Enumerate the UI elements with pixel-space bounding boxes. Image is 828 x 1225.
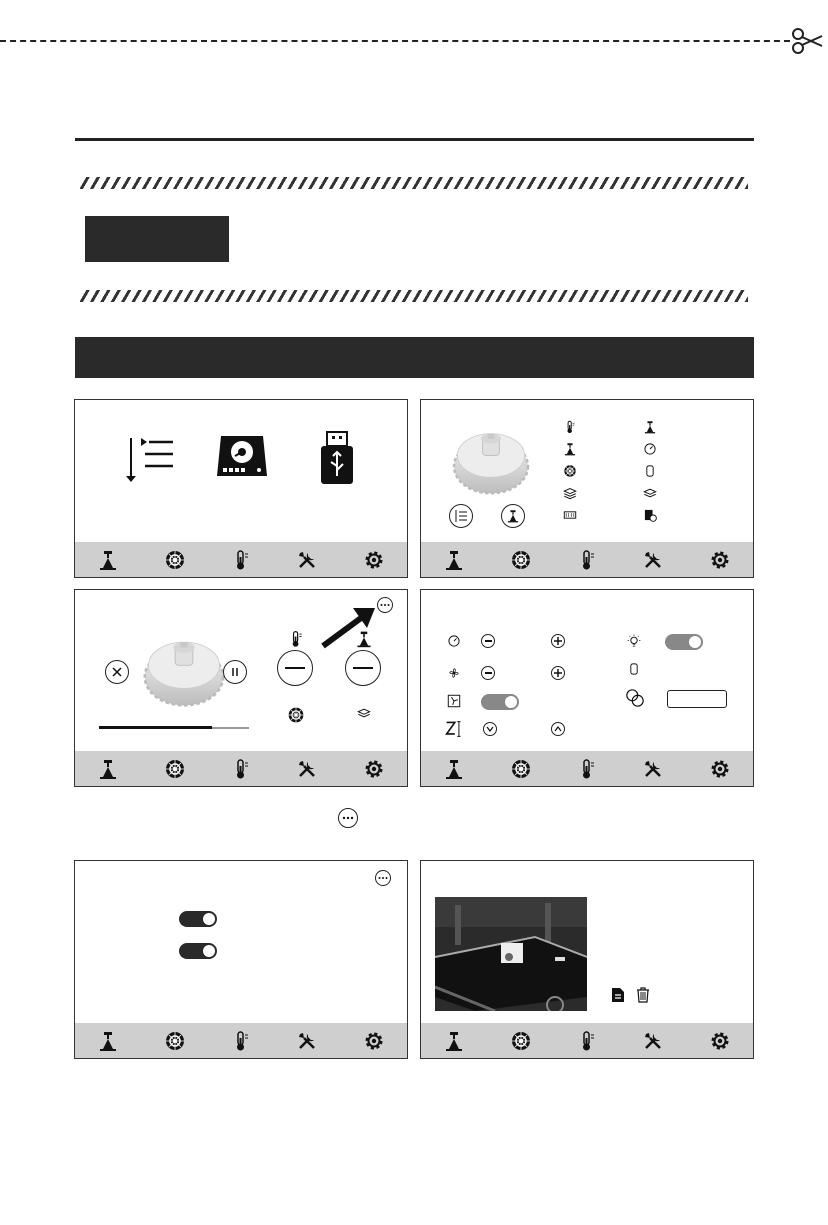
more-icon [380, 603, 390, 607]
local-storage-icon[interactable] [215, 432, 269, 484]
minus-icon [485, 672, 492, 674]
print-icon[interactable] [97, 549, 119, 571]
value-field[interactable] [667, 690, 727, 708]
top-rule [75, 138, 754, 141]
cut-line [0, 40, 790, 42]
flow-icon [627, 662, 641, 676]
size-icon [563, 508, 577, 522]
z-down-button[interactable] [483, 722, 497, 736]
temperature-icon[interactable] [576, 758, 598, 780]
fan-increase-button[interactable] [551, 666, 565, 680]
value-dash [285, 667, 305, 669]
minus-icon [485, 640, 492, 642]
tools-icon[interactable] [296, 1030, 318, 1052]
temperature-icon[interactable] [576, 1030, 598, 1052]
z-up-button[interactable] [551, 722, 565, 736]
toggle-1[interactable] [179, 911, 217, 927]
file-list-button[interactable] [449, 504, 473, 528]
aux-fan-toggle[interactable] [481, 694, 519, 710]
arrow-pointer [319, 604, 379, 650]
more-icon-inline [338, 808, 358, 828]
tools-icon[interactable] [296, 758, 318, 780]
filament-icon[interactable] [164, 1030, 186, 1052]
panel-adjust [420, 589, 754, 787]
fan-icon [447, 666, 461, 680]
more-icon [378, 876, 388, 880]
panel-more-settings [74, 860, 408, 1059]
toggle-2[interactable] [179, 943, 217, 959]
trash-icon[interactable] [635, 987, 651, 1003]
z-axis-icon [445, 720, 463, 738]
progress-fill [99, 726, 212, 729]
settings-icon[interactable] [363, 549, 385, 571]
settings-icon[interactable] [363, 758, 385, 780]
more-button[interactable] [375, 870, 391, 886]
speed-increase-button[interactable] [551, 634, 565, 648]
more-button[interactable] [377, 597, 393, 613]
cancel-print-button[interactable] [105, 660, 129, 684]
tools-icon[interactable] [642, 549, 664, 571]
bottom-nav [421, 542, 753, 577]
model-thumbnail [449, 420, 533, 496]
usb-drive-icon[interactable] [319, 430, 355, 486]
bottom-nav [421, 751, 753, 786]
hatch-divider [80, 290, 748, 302]
camera-photo [435, 897, 587, 1011]
print-icon[interactable] [443, 1030, 465, 1052]
bottom-nav [421, 1023, 753, 1058]
filament-icon [563, 464, 577, 478]
filament-icon[interactable] [164, 758, 186, 780]
print-icon[interactable] [443, 549, 465, 571]
tools-icon[interactable] [642, 1030, 664, 1052]
printer-bed-image [435, 897, 587, 1011]
scissors-icon [790, 24, 824, 58]
note-tag [85, 216, 229, 262]
print-icon [506, 509, 520, 523]
panel-printing [74, 589, 408, 787]
speed-icon [447, 634, 461, 648]
file-time-icon [643, 508, 657, 522]
filament-icon [287, 706, 305, 724]
fan-decrease-button[interactable] [481, 666, 495, 680]
layers-icon [357, 706, 371, 720]
layer-height-icon [643, 486, 657, 500]
tools-icon[interactable] [642, 758, 664, 780]
plus-icon [554, 669, 562, 677]
tools-icon[interactable] [296, 549, 318, 571]
nozzle-temp-icon [563, 420, 577, 434]
print-icon[interactable] [97, 758, 119, 780]
pause-print-button[interactable] [223, 660, 247, 684]
layers-icon [563, 486, 577, 500]
plus-icon [554, 637, 562, 645]
panel-print-source [74, 399, 408, 578]
speed-decrease-button[interactable] [481, 634, 495, 648]
bed-temp-button[interactable] [345, 650, 381, 686]
light-toggle[interactable] [665, 634, 703, 650]
bottom-nav [75, 542, 407, 577]
print-icon[interactable] [97, 1030, 119, 1052]
chevron-down-icon [486, 726, 494, 732]
value-dash [353, 667, 373, 669]
filament-icon[interactable] [164, 549, 186, 571]
progress-bar [99, 727, 249, 729]
print-time-icon [563, 442, 577, 456]
filament-icon[interactable] [510, 758, 532, 780]
settings-icon[interactable] [709, 758, 731, 780]
bottom-nav [75, 751, 407, 786]
nozzle-temp-button[interactable] [277, 650, 313, 686]
close-icon [111, 666, 123, 678]
panel-print-preview [420, 399, 754, 578]
nozzle-temp-icon [287, 630, 305, 648]
model-thumbnail [139, 628, 229, 708]
file-icon[interactable] [611, 987, 625, 1003]
settings-icon[interactable] [363, 1030, 385, 1052]
settings-icon[interactable] [709, 549, 731, 571]
hatch-divider [80, 177, 748, 189]
filament-icon[interactable] [510, 549, 532, 571]
pause-icon [229, 666, 241, 678]
temperature-icon[interactable] [576, 549, 598, 571]
bottom-nav [75, 1023, 407, 1058]
filament-icon[interactable] [510, 1030, 532, 1052]
light-icon [627, 634, 641, 648]
more-icon [342, 816, 354, 820]
start-print-button[interactable] [501, 504, 525, 528]
filament-change-icon [625, 688, 645, 708]
flow-icon [643, 464, 657, 478]
aux-fan-icon [447, 694, 461, 708]
settings-icon[interactable] [709, 1030, 731, 1052]
file-list-icon[interactable] [125, 434, 177, 486]
temperature-icon[interactable] [230, 549, 252, 571]
chevron-up-icon [554, 726, 562, 732]
temperature-icon[interactable] [230, 1030, 252, 1052]
speed-icon [643, 442, 657, 456]
print-icon[interactable] [443, 758, 465, 780]
bed-temp-icon [643, 420, 657, 434]
section-header-bar [75, 337, 754, 378]
temperature-icon[interactable] [230, 758, 252, 780]
file-list-icon [454, 509, 468, 523]
panel-camera [420, 860, 754, 1059]
